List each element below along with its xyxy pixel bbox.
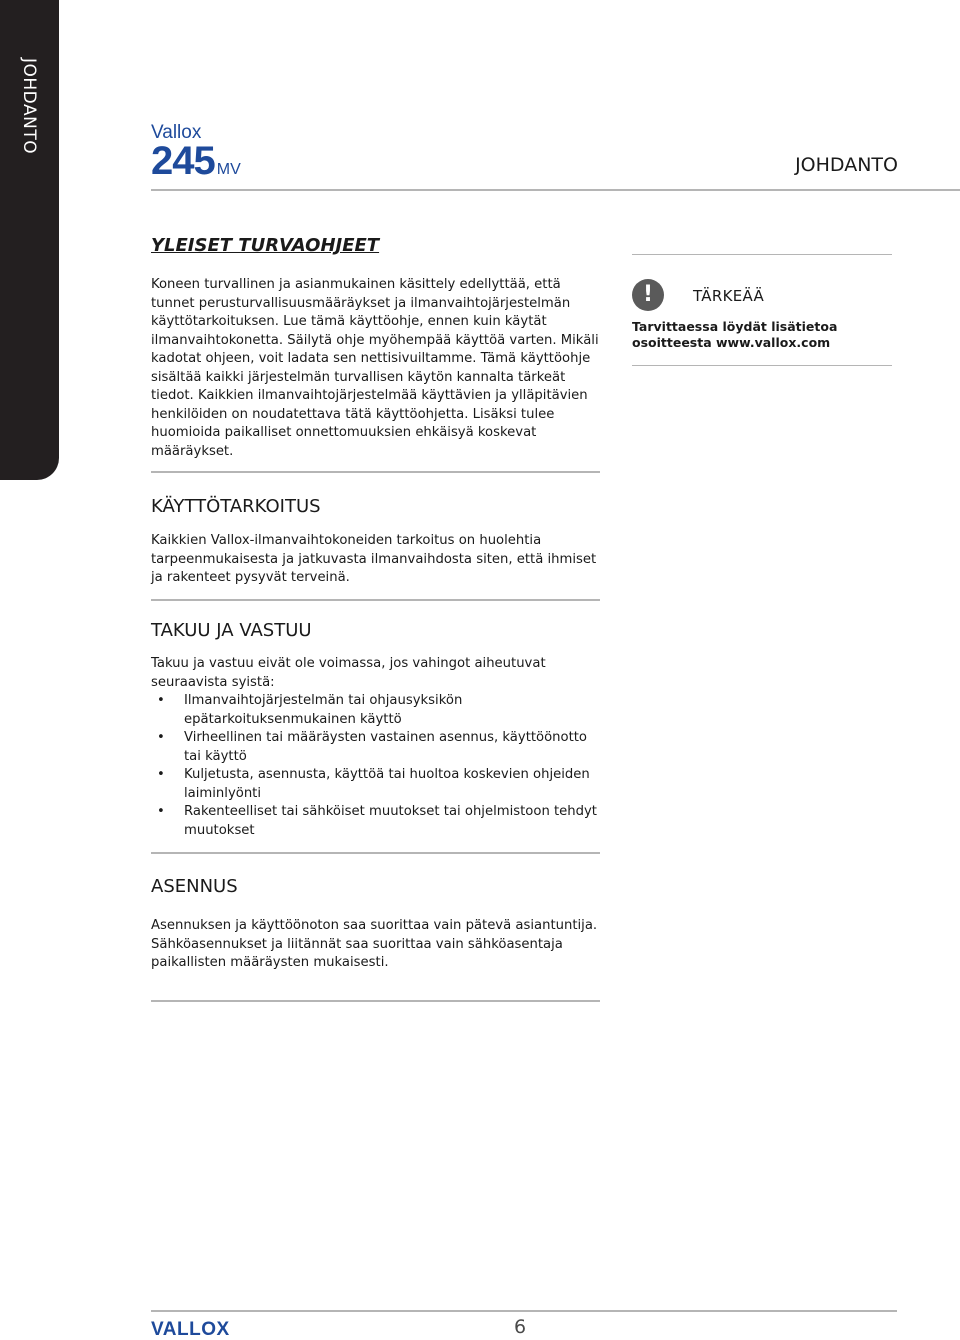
list-item: [151, 766, 606, 803]
page-number: 6: [514, 1316, 527, 1338]
purpose-divider: [151, 599, 600, 601]
section-title-warranty: TAKUU JA VASTUU: [151, 620, 312, 641]
list-item-text: Ilmanvaihtojärjestelmän tai ohjausyksikön epätarkoituksenmukainen käyttö: [184, 693, 463, 727]
section-title-installation: ASENNUS: [151, 876, 238, 897]
list-item-text: Kuljetusta, asennusta, käyttöä tai huoltoa koskevien ohjeiden laiminlyönti: [184, 767, 590, 801]
side-tab-label: JOHDANTO: [19, 58, 39, 155]
product-logo: [151, 122, 241, 187]
important-title: TÄRKEÄÄ: [693, 287, 765, 305]
list-item: [151, 692, 606, 729]
section-title-purpose: KÄYTTÖTARKOITUS: [151, 496, 321, 517]
bullet-icon: •: [157, 693, 165, 708]
side-tab: [0, 0, 59, 480]
warranty-intro: Takuu ja vastuu eivät ole voimassa, jos vahingot aiheutuvat seuraavista syistä:: [151, 656, 546, 690]
logo-brand: Vallox: [151, 122, 202, 143]
bullet-icon: •: [157, 804, 165, 819]
important-bottom-rule: [632, 365, 892, 366]
page-title: JOHDANTO: [795, 154, 898, 176]
section-title-safety: YLEISET TURVAOHJEET: [151, 235, 380, 256]
exclamation-icon: !: [632, 279, 664, 311]
safety-divider: [151, 471, 600, 473]
installation-body: Asennuksen ja käyttöönoton saa suorittaa vain pätevä asiantuntija. Sähköasennukset ja liitännät saa suorittaa vain sähköasentaja paikallisten määräysten mukaisesti.: [151, 918, 598, 970]
important-top-rule: [632, 254, 892, 255]
list-item-text: Virheellinen tai määräysten vastainen asennus, käyttöönotto tai käyttö: [184, 730, 588, 764]
footer-divider: [151, 1310, 897, 1312]
logo-model-suffix: MV: [216, 161, 241, 178]
footer-logo: VALLOX: [151, 1319, 230, 1340]
logo-model: [151, 139, 241, 187]
list-item: [151, 803, 606, 840]
purpose-body: Kaikkien Vallox-ilmanvaihtokoneiden tarkoitus on huolehtia tarpeenmukaisesta ja jatkuvasta ilmanvaihdosta siten, että ihmiset ja rakenteet pysyvät terveinä.: [151, 533, 597, 585]
safety-body: Koneen turvallinen ja asianmukainen käsittely edellyttää, että tunnet perusturvallisuusmääräykset ja ilmanvaihtojärjestelmän käyttötarkoituksen. Lue tämä käyttöohje, ennen kuin käytät ilmanvaihtokonetta. Säilytä ohje myöhempää käyttöä varten. Mikäli kadotat ohjeen, voit ladata sen nettisivuiltamme. Tämä käyttöohje sisältää kaikki järjestelmän turvallisen käytön kannalta tärkeät tiedot. Kaikkien ilmanvaihtojärjestelmää käyttävien ja ylläpitävien henkilöiden on noudatettava tätä käyttöohjetta. Lisäksi tulee huomioida paikalliset onnettomuuksien ehkäisyä koskevat määräykset.: [151, 277, 599, 459]
bullet-icon: •: [157, 730, 165, 745]
warranty-divider: [151, 852, 600, 854]
installation-divider: [151, 1000, 600, 1002]
important-text: Tarvittaessa löydät lisätietoa osoitteesta www.vallox.com: [632, 319, 838, 350]
list-item: [151, 729, 606, 766]
header-divider: [151, 189, 960, 191]
logo-model-number: 245: [151, 139, 215, 183]
warranty-list: [151, 692, 606, 840]
list-item-text: Rakenteelliset tai sähköiset muutokset tai ohjelmistoon tehdyt muutokset: [184, 804, 597, 838]
bullet-icon: •: [157, 767, 165, 782]
